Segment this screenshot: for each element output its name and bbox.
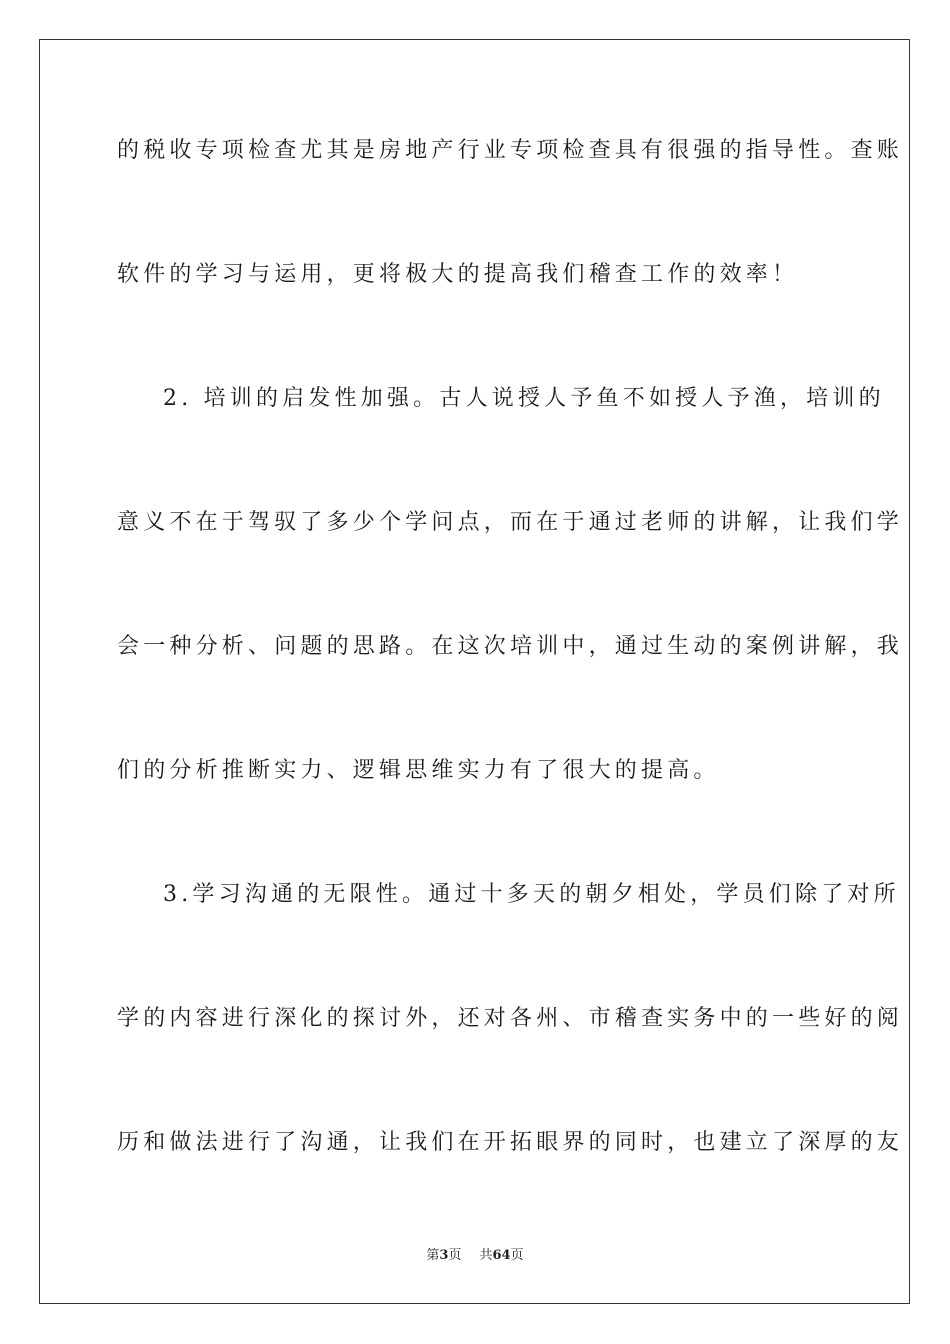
footer-page-prefix: 第 <box>426 1248 440 1263</box>
body-text-line: 会一种分析、问题的思路。在这次培训中，通过生动的案例讲解，我 <box>117 634 904 659</box>
page-frame <box>39 39 910 1304</box>
body-text-line: 意义不在于驾驭了多少个学问点，而在于通过老师的讲解，让我们学 <box>117 510 904 535</box>
footer-page-suffix: 页 <box>448 1248 462 1263</box>
body-text-line: 3.学习沟通的无限性。通过十多天的朝夕相处，学员们除了对所 <box>163 882 900 907</box>
body-text-line: 软件的学习与运用，更将极大的提高我们稽查工作的效率！ <box>117 262 799 287</box>
body-text-line: 2. 培训的启发性加强。古人说授人予鱼不如授人予渔，培训的 <box>163 386 885 411</box>
footer-total-prefix: 共 <box>479 1248 493 1263</box>
body-text-line: 历和做法进行了沟通，让我们在开拓眼界的同时，也建立了深厚的友 <box>117 1130 904 1155</box>
body-text-line: 的税收专项检查尤其是房地产行业专项检查具有很强的指导性。查账 <box>117 138 904 163</box>
footer-total-suffix: 页 <box>510 1248 524 1263</box>
body-text-line: 学的内容进行深化的探讨外，还对各州、市稽查实务中的一些好的阅 <box>117 1006 904 1031</box>
page-footer <box>0 1247 950 1265</box>
body-text-line: 们的分析推断实力、逻辑思维实力有了很大的提高。 <box>117 758 720 783</box>
footer-total-pages: 64 <box>492 1248 511 1263</box>
footer-page-number: 3 <box>439 1248 449 1263</box>
